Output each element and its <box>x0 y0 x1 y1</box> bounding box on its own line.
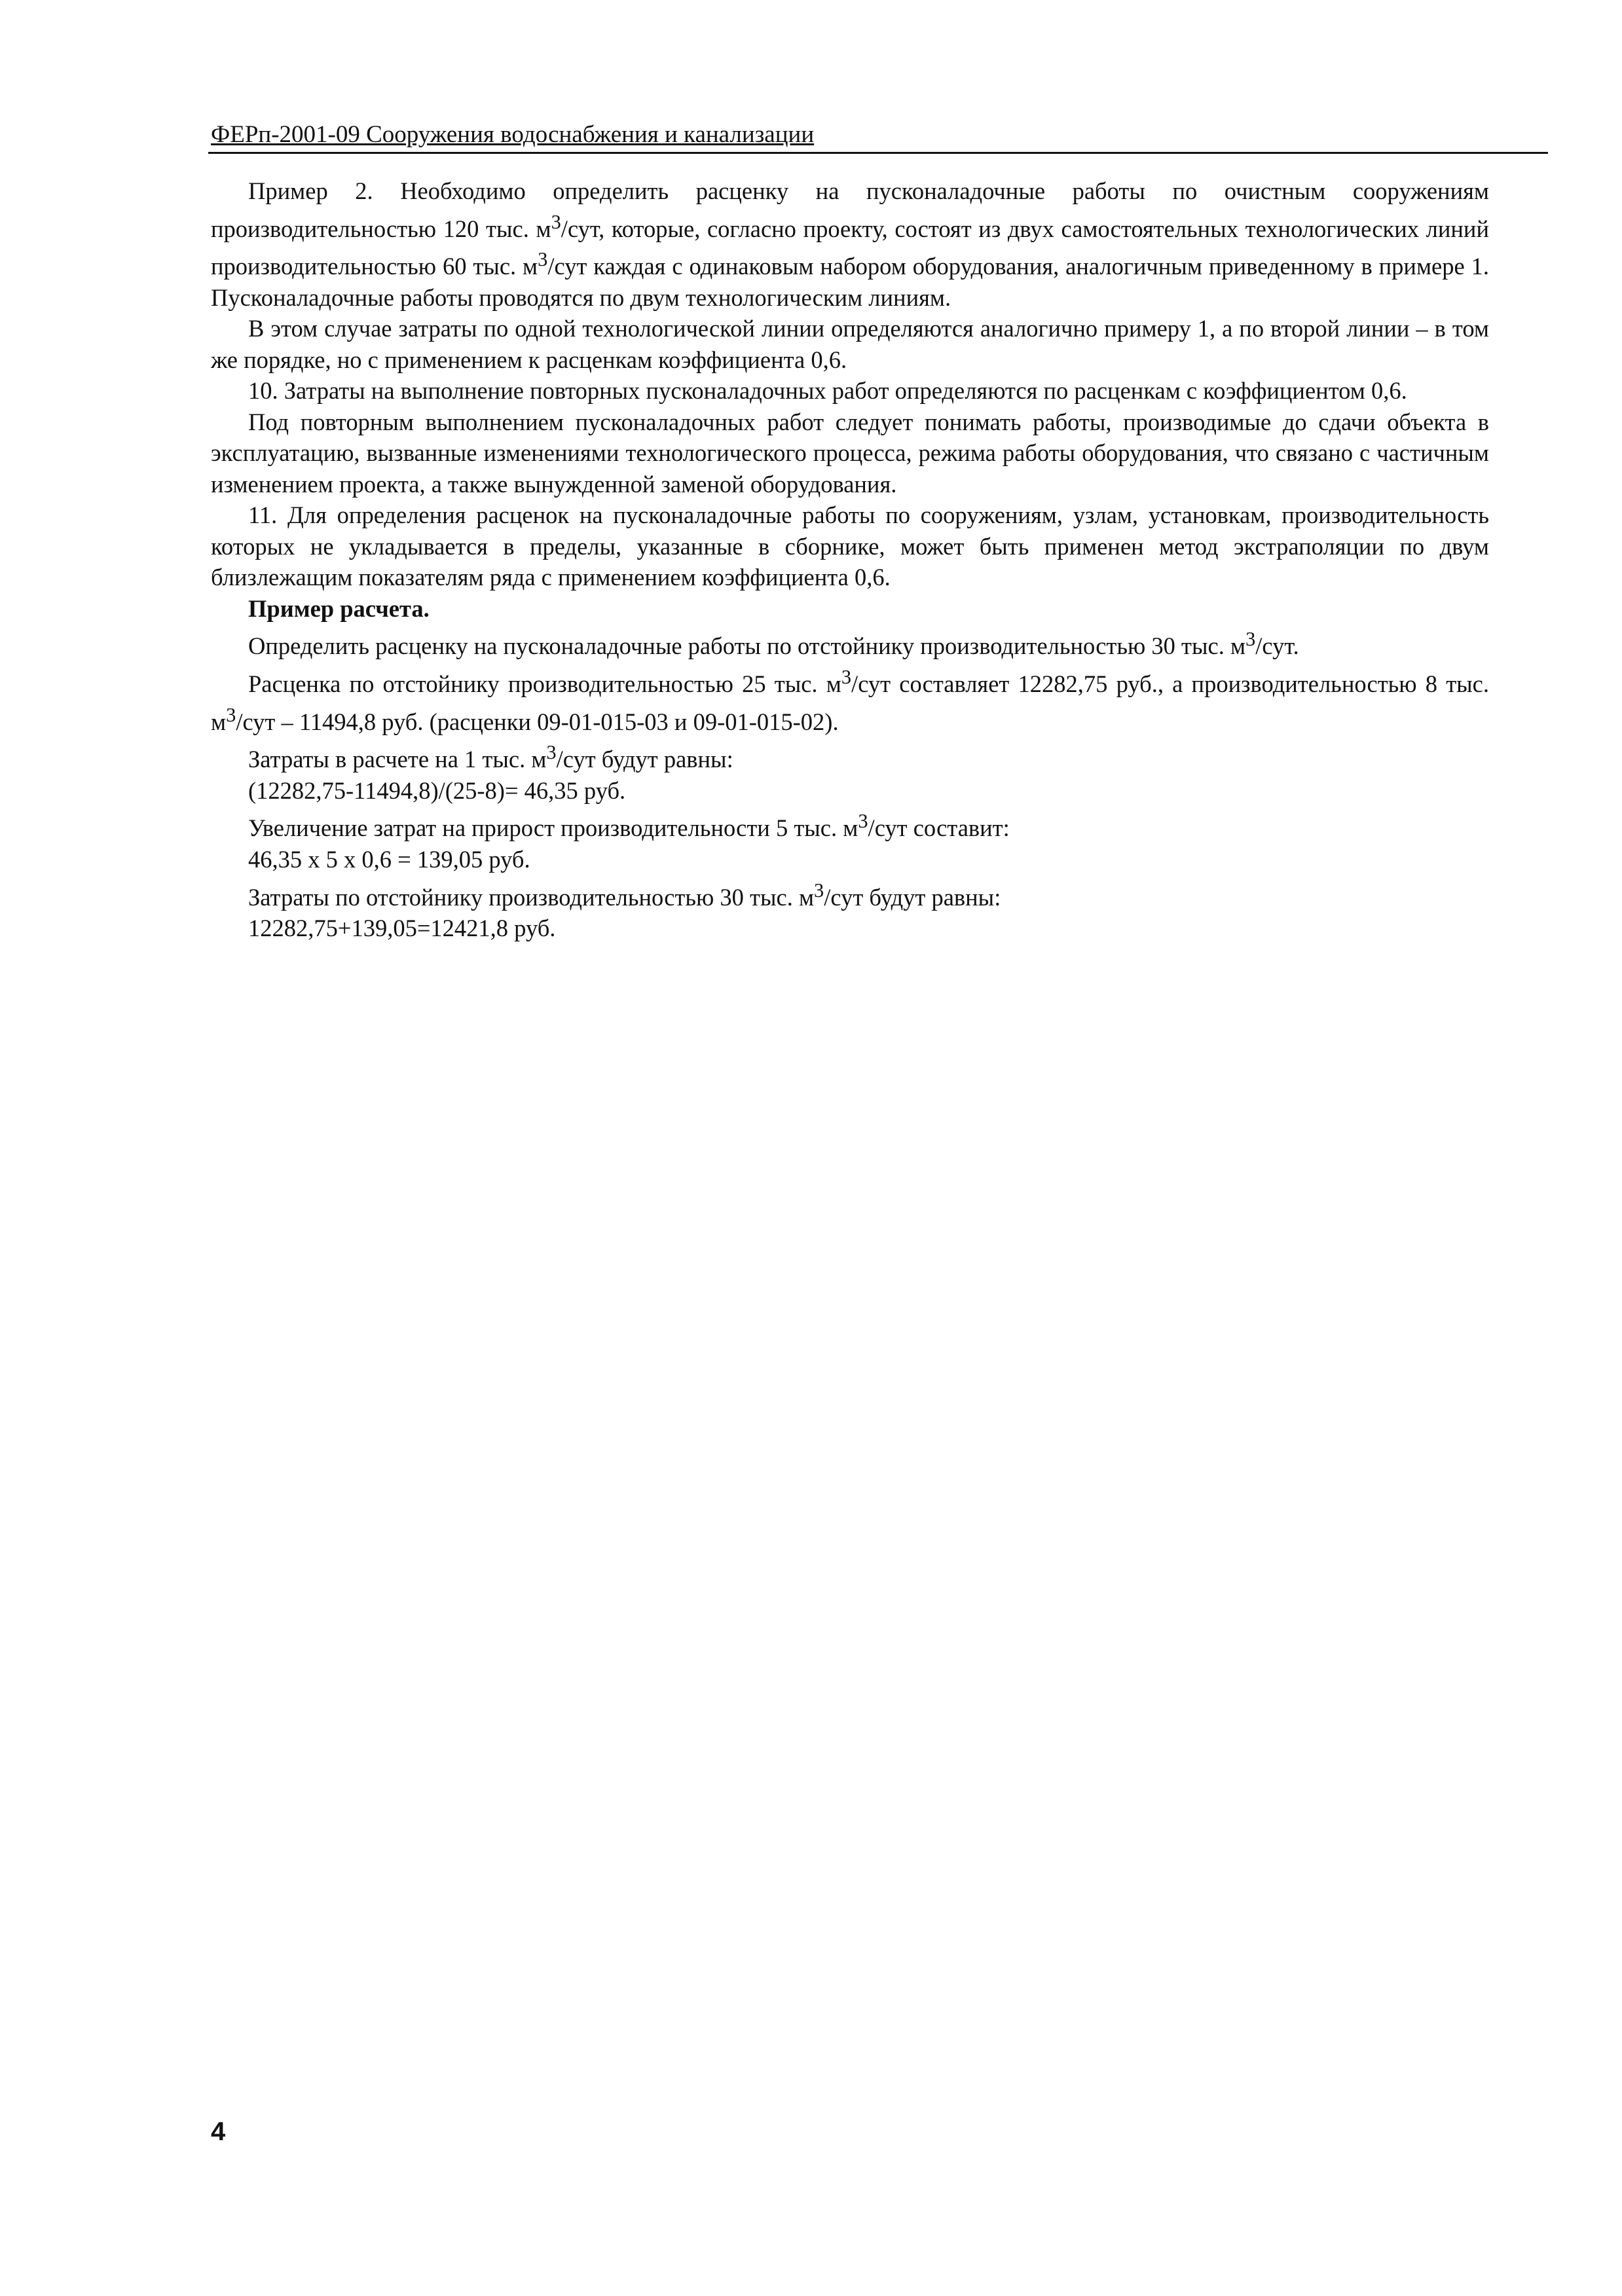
running-header <box>208 118 1548 154</box>
paragraph-item-11: 11. Для определения расценок на пусконаладочные работы по сооружениям, узлам, установкам, производительность которых не укладывается в пределы, указанные в сборнике, может быть применен метод экстраполяции по двум близлежащим показателям ряда с применением коэффициента 0,6. <box>211 501 1489 591</box>
formula-unit-cost: (12282,75-11494,8)/(25-8)= 46,35 руб. <box>248 776 626 804</box>
superscript-3: 3 <box>538 248 548 271</box>
paragraph-item-10: 10. Затраты на выполнение повторных пусконаладочных работ определяются по расценкам с коэффициентом 0,6. <box>248 377 1407 405</box>
superscript-3: 3 <box>841 665 852 688</box>
body-text <box>211 175 1489 944</box>
superscript-3: 3 <box>858 810 868 833</box>
header-title: ФЕРп-2001-09 Сооружения водоснабжения и канализации <box>211 121 815 148</box>
paragraph-known-rates: Расценка по отстойнику производительностью 25 тыс. $м^3$/сут составляет 12282,75 руб., а производительностью 8 тыс. $м^3$/сут – 11494,8 руб. (расценки 09-01-015-03 и 09-01-015-02). <box>211 665 1489 735</box>
calculation-example-heading: Пример расчета. <box>248 594 430 622</box>
page-number: 4 <box>211 2117 226 2146</box>
paragraph-example-2: Пример 2. Необходимо определить расценку на пусконаладочные работы по очистным сооружениям производительностью 120 тыс. $м^3$/сут, которые, согласно проекту, состоят из двух самостоятельных технологических линий производительностью 60 тыс. $м^3$/сут каждая с одинаковым набором оборудования, аналогичным приведенному в примере 1. Пусконаладочные работы проводятся по двум технологическим линиям. <box>211 177 1489 311</box>
superscript-3: 3 <box>551 210 561 233</box>
superscript-3: 3 <box>814 879 824 902</box>
superscript-3: 3 <box>1245 628 1256 651</box>
paragraph-total-intro: Затраты по отстойнику производительностью 30 тыс. $м^3$/сут будут равны: <box>248 879 1001 911</box>
paragraph-second-line-cost: В этом случае затраты по одной технологической линии определяются аналогично примеру 1, а по второй линии – в том же порядке, но с применением к расценкам коэффициента 0,6. <box>211 315 1489 373</box>
superscript-3: 3 <box>546 741 557 764</box>
superscript-3: 3 <box>226 703 236 726</box>
formula-increase: 46,35 х 5 х 0,6 = 139,05 руб. <box>248 846 530 873</box>
paragraph-unit-cost-intro: Затраты в расчете на 1 тыс. $м^3$/сут будут равны: <box>248 741 733 773</box>
formula-total: 12282,75+139,05=12421,8 руб. <box>248 915 556 942</box>
paragraph-repeat-work-definition: Под повторным выполнением пусконаладочных работ следует понимать работы, производимые до сдачи объекта в эксплуатацию, вызванные изменениями технологического процесса, режима работы оборудования, что связано с частичным изменением проекта, а также вынужденной заменой оборудования. <box>211 408 1489 498</box>
paragraph-increase-intro: Увеличение затрат на прирост производительности 5 тыс. $м^3$/сут составит: <box>248 810 1010 842</box>
paragraph-task: Определить расценку на пусконаладочные работы по отстойнику производительностью 30 тыс. $м^3$/сут. <box>248 628 1299 660</box>
